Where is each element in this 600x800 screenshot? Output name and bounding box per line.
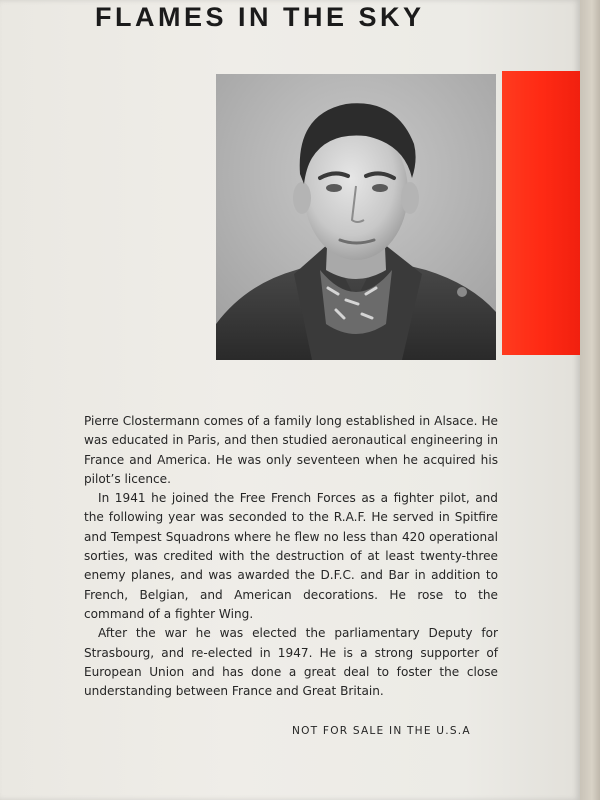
portrait-illustration [216, 74, 496, 360]
biography-paragraph: After the war he was elected the parliamentary Deputy for Strasbourg, and re-elected in 1947. He is a strong supporter of European Union and has done a great deal to foster the close understanding between France and Great Britain. [84, 626, 498, 699]
book-spine-edge [580, 0, 600, 800]
book-title: FLAMES IN THE SKY [95, 2, 425, 32]
sale-notice: NOT FOR SALE IN THE U.S.A [292, 725, 471, 737]
biography-paragraph: In 1941 he joined the Free French Forces as a fighter pilot, and the following year was seconded to the R.A.F. He served in Spitfire and Tempest Squadrons where he flew no less than 420 operational sorties, was credited with the destruction of at least twenty-three enemy planes, and was awarded the D.F.C. and Bar in addition to French, Belgian, and American decorations. He rose to the command of a fighter Wing. [84, 491, 498, 621]
portrait-photo [216, 74, 496, 360]
red-accent-block [502, 71, 580, 355]
biography-text [84, 412, 498, 701]
biography-paragraph: Pierre Clostermann comes of a family long established in Alsace. He was educated in Paris, and then studied aeronautical engineering in France and America. He was only seventeen when he acquired his pilot’s licence. [84, 414, 498, 486]
